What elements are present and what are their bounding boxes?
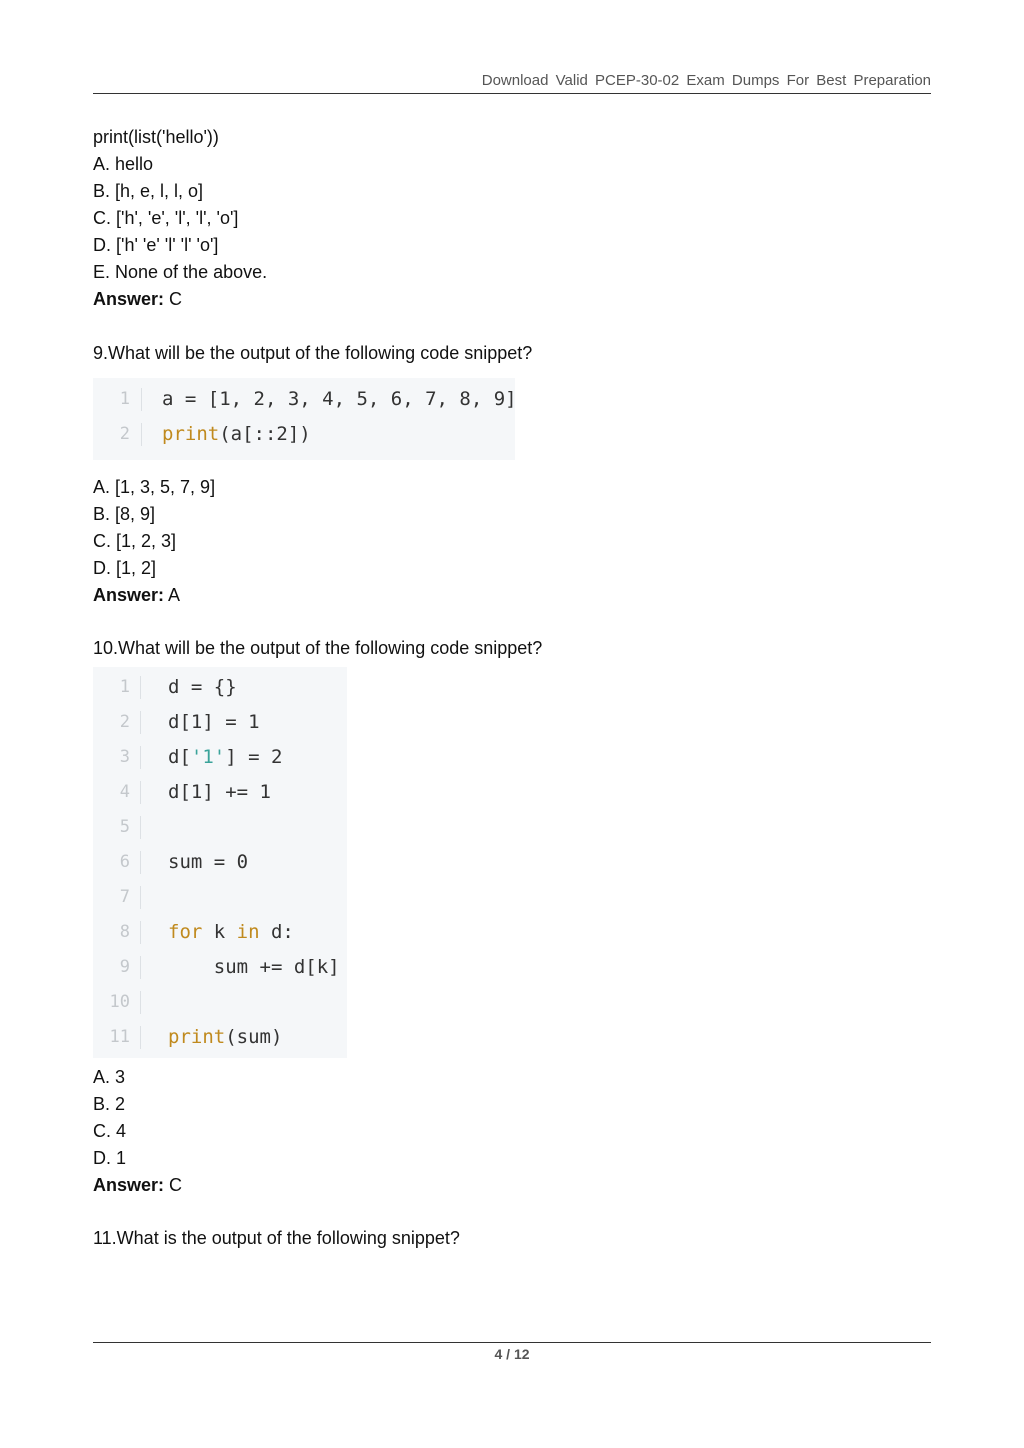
q10-question: 10.What will be the output of the following code snippet? — [93, 638, 543, 658]
code-line — [93, 705, 347, 740]
code-text: print(a[::2]) — [162, 423, 311, 445]
code-text: d['1'] = 2 — [168, 746, 283, 768]
line-number: 7 — [119, 887, 130, 907]
q8-option-a: A. hello — [93, 154, 154, 174]
q9-answer — [93, 584, 180, 606]
line-number: 2 — [119, 424, 130, 444]
q9-code-block — [93, 378, 515, 460]
page-number: 4 / 12 — [494, 1346, 530, 1362]
header-divider — [93, 93, 931, 94]
q8-option-e: E. None of the above. — [93, 262, 268, 282]
q10-code-block — [93, 667, 347, 1058]
q10-option-a: A. 3 — [93, 1067, 126, 1087]
q8-option-c: C. ['h', 'e', 'l', 'l', 'o'] — [93, 208, 239, 228]
q8-option-b: B. [h, e, l, l, o] — [93, 181, 204, 201]
answer-label: Answer: — [93, 289, 165, 309]
code-line — [93, 845, 347, 880]
q8-code-line: print(list('hello')) — [93, 127, 219, 147]
q10-answer — [93, 1174, 182, 1196]
code-text: sum = 0 — [168, 851, 249, 873]
code-text: sum += d[k] — [168, 956, 340, 978]
line-number: 8 — [119, 922, 130, 942]
answer-value: A — [168, 585, 181, 605]
line-number: 6 — [119, 852, 130, 872]
q9-question: 9.What will be the output of the following code snippet? — [93, 343, 533, 363]
code-line — [93, 775, 347, 810]
line-number: 1 — [119, 389, 130, 409]
line-number: 9 — [119, 957, 130, 977]
line-number: 2 — [119, 712, 130, 732]
code-text: a = [1, 2, 3, 4, 5, 6, 7, 8, 9] — [162, 388, 517, 410]
answer-value: C — [169, 289, 183, 309]
q8-option-d: D. ['h' 'e' 'l' 'l' 'o'] — [93, 235, 219, 255]
code-text: d[1] = 1 — [168, 711, 260, 733]
code-text: print(sum) — [168, 1026, 283, 1048]
code-text: d = {} — [168, 676, 237, 698]
code-line — [93, 985, 347, 1020]
q11-question: 11.What is the output of the following snippet? — [93, 1228, 460, 1248]
q10-option-d: D. 1 — [93, 1148, 127, 1168]
q8-answer — [93, 288, 182, 310]
line-number: 11 — [109, 1027, 130, 1047]
code-line — [93, 810, 347, 845]
q9-option-a: A. [1, 3, 5, 7, 9] — [93, 477, 216, 497]
code-line — [93, 740, 347, 775]
code-line — [93, 382, 515, 417]
line-number: 3 — [119, 747, 130, 767]
code-line — [93, 950, 347, 985]
code-text: for k in d: — [168, 921, 294, 943]
code-line — [93, 417, 515, 452]
answer-value: C — [169, 1175, 183, 1195]
line-number: 5 — [119, 817, 130, 837]
answer-label: Answer: — [93, 585, 165, 605]
code-line — [93, 1020, 347, 1055]
line-number: 1 — [119, 677, 130, 697]
code-line — [93, 915, 347, 950]
q10-option-b: B. 2 — [93, 1094, 126, 1114]
page-header: Download Valid PCEP-30-02 Exam Dumps For Best Preparation — [481, 72, 931, 89]
footer-divider — [93, 1342, 931, 1343]
code-line — [93, 880, 347, 915]
answer-label: Answer: — [93, 1175, 165, 1195]
line-number: 4 — [119, 782, 130, 802]
q9-option-d: D. [1, 2] — [93, 558, 157, 578]
q9-option-c: C. [1, 2, 3] — [93, 531, 177, 551]
code-text: d[1] += 1 — [168, 781, 271, 803]
code-line — [93, 670, 347, 705]
line-number: 10 — [109, 992, 130, 1012]
q10-option-c: C. 4 — [93, 1121, 127, 1141]
q9-option-b: B. [8, 9] — [93, 504, 156, 524]
